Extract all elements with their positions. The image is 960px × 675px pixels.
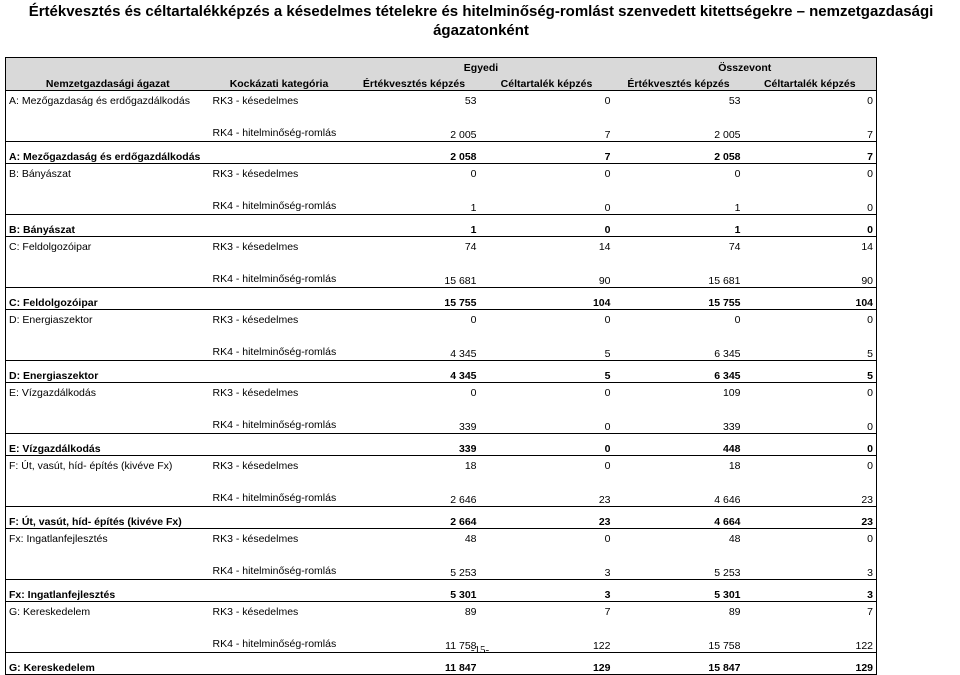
sector-cell: G: Kereskedelem bbox=[6, 602, 210, 619]
value-cell: 53 bbox=[728, 95, 741, 107]
value-cell: 11 758 bbox=[445, 640, 477, 652]
table-row bbox=[6, 383, 877, 400]
value-cell: 7 bbox=[604, 606, 611, 618]
column-header: Nemzetgazdasági ágazat bbox=[6, 74, 210, 91]
column-header: Kockázati kategória bbox=[210, 74, 349, 91]
value-cell: 1 bbox=[470, 202, 477, 214]
category-cell: RK4 - hitelminőség-romlás bbox=[212, 419, 337, 431]
category-cell: RK3 - késedelmes bbox=[212, 168, 299, 180]
total-row bbox=[6, 507, 877, 529]
total-row bbox=[6, 142, 877, 164]
value-cell: 5 253 bbox=[714, 567, 741, 579]
table-row bbox=[6, 529, 877, 546]
total-value-cell: 3 bbox=[480, 580, 614, 602]
value-cell: 89 bbox=[464, 606, 477, 618]
value-cell: 122 bbox=[744, 618, 877, 653]
value-cell: 5 bbox=[744, 326, 877, 361]
value-cell: 5 bbox=[604, 348, 611, 360]
loss-provision-table bbox=[5, 57, 877, 675]
value-cell: 18 bbox=[728, 460, 741, 472]
column-header: Értékvesztés képzés bbox=[614, 74, 744, 91]
group-header-spacer bbox=[6, 58, 210, 75]
value-cell: 0 bbox=[604, 460, 611, 472]
value-cell: 14 bbox=[598, 241, 611, 253]
value-cell: 0 bbox=[604, 202, 611, 214]
value-cell: 0 bbox=[744, 180, 877, 215]
total-value-cell: 129 bbox=[480, 653, 614, 675]
value-cell: 15 681 bbox=[708, 275, 741, 287]
value-cell: 0 bbox=[604, 421, 611, 433]
total-value-cell: 0 bbox=[744, 434, 877, 456]
value-cell: 0 bbox=[744, 310, 877, 327]
value-cell: 0 bbox=[744, 399, 877, 434]
group-header-spacer bbox=[210, 58, 349, 75]
sector-cell: A: Mezőgazdaság és erdőgazdálkodás bbox=[6, 91, 210, 108]
total-row bbox=[6, 434, 877, 456]
total-row bbox=[6, 288, 877, 310]
total-value-cell: 104 bbox=[480, 288, 614, 310]
sector-cell bbox=[6, 107, 210, 142]
table-row bbox=[6, 472, 877, 507]
total-sector-cell: Fx: Ingatlanfejlesztés bbox=[6, 580, 349, 602]
total-value-cell: 2 058 bbox=[614, 142, 744, 164]
total-value-cell: 448 bbox=[614, 434, 744, 456]
group-header-egyedi: Egyedi bbox=[349, 58, 614, 75]
sector-cell bbox=[6, 180, 210, 215]
total-row bbox=[6, 580, 877, 602]
value-cell: 7 bbox=[744, 107, 877, 142]
value-cell: 90 bbox=[598, 275, 611, 287]
column-header: Céltartalék képzés bbox=[480, 74, 614, 91]
page-title: Értékvesztés és céltartalékképzés a késedelmes tételekre és hitelminőség-romlást szenvedett kitettségekre – nemzetgazdasági ágazatonként bbox=[28, 3, 934, 39]
value-cell: 53 bbox=[464, 95, 477, 107]
table-row bbox=[6, 326, 877, 361]
table-row bbox=[6, 164, 877, 181]
total-value-cell: 15 755 bbox=[349, 288, 480, 310]
value-cell: 90 bbox=[744, 253, 877, 288]
value-cell: 74 bbox=[728, 241, 741, 253]
sector-cell: F: Út, vasút, híd- építés (kivéve Fx) bbox=[6, 456, 210, 473]
total-value-cell: 5 bbox=[744, 361, 877, 383]
total-value-cell: 0 bbox=[480, 215, 614, 237]
category-cell: RK4 - hitelminőség-romlás bbox=[212, 346, 337, 358]
value-cell: 7 bbox=[744, 602, 877, 619]
value-cell: 0 bbox=[734, 314, 741, 326]
total-value-cell: 5 bbox=[480, 361, 614, 383]
value-cell: 0 bbox=[604, 95, 611, 107]
table-body bbox=[6, 58, 877, 675]
category-cell: RK4 - hitelminőség-romlás bbox=[212, 565, 337, 577]
table-row bbox=[6, 253, 877, 288]
column-header-row bbox=[6, 74, 877, 91]
total-sector-cell: F: Út, vasút, híd- építés (kivéve Fx) bbox=[6, 507, 349, 529]
total-sector-cell: B: Bányászat bbox=[6, 215, 349, 237]
total-row bbox=[6, 361, 877, 383]
value-cell: 109 bbox=[722, 387, 741, 399]
sector-cell bbox=[6, 472, 210, 507]
total-value-cell: 0 bbox=[480, 434, 614, 456]
category-cell: RK3 - késedelmes bbox=[212, 241, 299, 253]
value-cell: 14 bbox=[744, 237, 877, 254]
value-cell: 74 bbox=[464, 241, 477, 253]
total-value-cell: 1 bbox=[349, 215, 480, 237]
sector-cell bbox=[6, 253, 210, 288]
total-value-cell: 104 bbox=[744, 288, 877, 310]
total-sector-cell: D: Energiaszektor bbox=[6, 361, 349, 383]
total-value-cell: 23 bbox=[744, 507, 877, 529]
column-header: Értékvesztés képzés bbox=[349, 74, 480, 91]
value-cell: 2 005 bbox=[714, 129, 741, 141]
value-cell: 15 681 bbox=[444, 275, 477, 287]
total-value-cell: 1 bbox=[614, 215, 744, 237]
value-cell: 1 bbox=[734, 202, 741, 214]
total-sector-cell: C: Feldolgozóipar bbox=[6, 288, 349, 310]
sector-cell bbox=[6, 545, 210, 580]
category-cell: RK4 - hitelminőség-romlás bbox=[212, 200, 337, 212]
value-cell: 0 bbox=[744, 91, 877, 108]
page-number: -15- bbox=[470, 644, 490, 656]
total-row bbox=[6, 215, 877, 237]
total-value-cell: 129 bbox=[744, 653, 877, 675]
total-value-cell: 6 345 bbox=[614, 361, 744, 383]
value-cell: 2 005 bbox=[450, 129, 477, 141]
total-value-cell: 11 847 bbox=[349, 653, 480, 675]
value-cell: 0 bbox=[744, 529, 877, 546]
sector-cell bbox=[6, 399, 210, 434]
value-cell: 4 646 bbox=[714, 494, 741, 506]
sector-cell: C: Feldolgozóipar bbox=[6, 237, 210, 254]
value-cell: 0 bbox=[604, 533, 611, 545]
value-cell: 15 758 bbox=[708, 640, 741, 652]
sector-cell: B: Bányászat bbox=[6, 164, 210, 181]
table-row bbox=[6, 310, 877, 327]
table-row bbox=[6, 456, 877, 473]
sector-cell: Fx: Ingatlanfejlesztés bbox=[6, 529, 210, 546]
value-cell: 0 bbox=[470, 387, 477, 399]
table-row bbox=[6, 107, 877, 142]
value-cell: 5 253 bbox=[450, 567, 477, 579]
value-cell: 48 bbox=[464, 533, 477, 545]
table-row bbox=[6, 91, 877, 108]
total-value-cell: 0 bbox=[744, 215, 877, 237]
total-value-cell: 7 bbox=[744, 142, 877, 164]
value-cell: 4 345 bbox=[450, 348, 477, 360]
value-cell: 18 bbox=[464, 460, 477, 472]
category-cell: RK3 - késedelmes bbox=[212, 95, 299, 107]
value-cell: 0 bbox=[604, 168, 611, 180]
value-cell: 0 bbox=[470, 314, 477, 326]
column-header: Céltartalék képzés bbox=[744, 74, 877, 91]
table-row bbox=[6, 180, 877, 215]
category-cell: RK4 - hitelminőség-romlás bbox=[212, 127, 337, 139]
value-cell: 0 bbox=[734, 168, 741, 180]
table-row bbox=[6, 399, 877, 434]
total-value-cell: 15 755 bbox=[614, 288, 744, 310]
total-sector-cell: G: Kereskedelem bbox=[6, 653, 349, 675]
category-cell: RK3 - késedelmes bbox=[212, 314, 299, 326]
value-cell: 6 345 bbox=[714, 348, 741, 360]
category-cell: RK3 - késedelmes bbox=[212, 606, 299, 618]
total-value-cell: 4 345 bbox=[349, 361, 480, 383]
value-cell: 89 bbox=[728, 606, 741, 618]
value-cell: 7 bbox=[604, 129, 611, 141]
group-header-row bbox=[6, 58, 877, 75]
value-cell: 48 bbox=[728, 533, 741, 545]
total-value-cell: 23 bbox=[480, 507, 614, 529]
total-value-cell: 7 bbox=[480, 142, 614, 164]
total-value-cell: 5 301 bbox=[614, 580, 744, 602]
category-cell: RK3 - késedelmes bbox=[212, 387, 299, 399]
value-cell: 2 646 bbox=[450, 494, 477, 506]
category-cell: RK3 - késedelmes bbox=[212, 460, 299, 472]
category-cell: RK4 - hitelminőség-romlás bbox=[212, 492, 337, 504]
sector-cell: E: Vízgazdálkodás bbox=[6, 383, 210, 400]
total-value-cell: 339 bbox=[349, 434, 480, 456]
category-cell: RK4 - hitelminőség-romlás bbox=[212, 273, 337, 285]
value-cell: 0 bbox=[744, 456, 877, 473]
value-cell: 0 bbox=[604, 314, 611, 326]
total-value-cell: 3 bbox=[744, 580, 877, 602]
total-sector-cell: E: Vízgazdálkodás bbox=[6, 434, 349, 456]
value-cell: 122 bbox=[592, 640, 611, 652]
sector-cell bbox=[6, 326, 210, 361]
value-cell: 3 bbox=[604, 567, 611, 579]
table-row bbox=[6, 237, 877, 254]
total-value-cell: 15 847 bbox=[614, 653, 744, 675]
total-value-cell: 4 664 bbox=[614, 507, 744, 529]
value-cell: 3 bbox=[744, 545, 877, 580]
value-cell: 23 bbox=[744, 472, 877, 507]
table-row bbox=[6, 602, 877, 619]
value-cell: 339 bbox=[458, 421, 477, 433]
category-cell: RK4 - hitelminőség-romlás bbox=[212, 638, 337, 650]
total-value-cell: 2 664 bbox=[349, 507, 480, 529]
total-value-cell: 2 058 bbox=[349, 142, 480, 164]
value-cell: 0 bbox=[604, 387, 611, 399]
value-cell: 339 bbox=[722, 421, 741, 433]
value-cell: 0 bbox=[744, 383, 877, 400]
value-cell: 0 bbox=[470, 168, 477, 180]
sector-cell: D: Energiaszektor bbox=[6, 310, 210, 327]
total-sector-cell: A: Mezőgazdaság és erdőgazdálkodás bbox=[6, 142, 349, 164]
group-header-osszevont: Összevont bbox=[614, 58, 877, 75]
value-cell: 23 bbox=[598, 494, 611, 506]
category-cell: RK3 - késedelmes bbox=[212, 533, 299, 545]
table-row bbox=[6, 545, 877, 580]
total-value-cell: 5 301 bbox=[349, 580, 480, 602]
value-cell: 0 bbox=[744, 164, 877, 181]
